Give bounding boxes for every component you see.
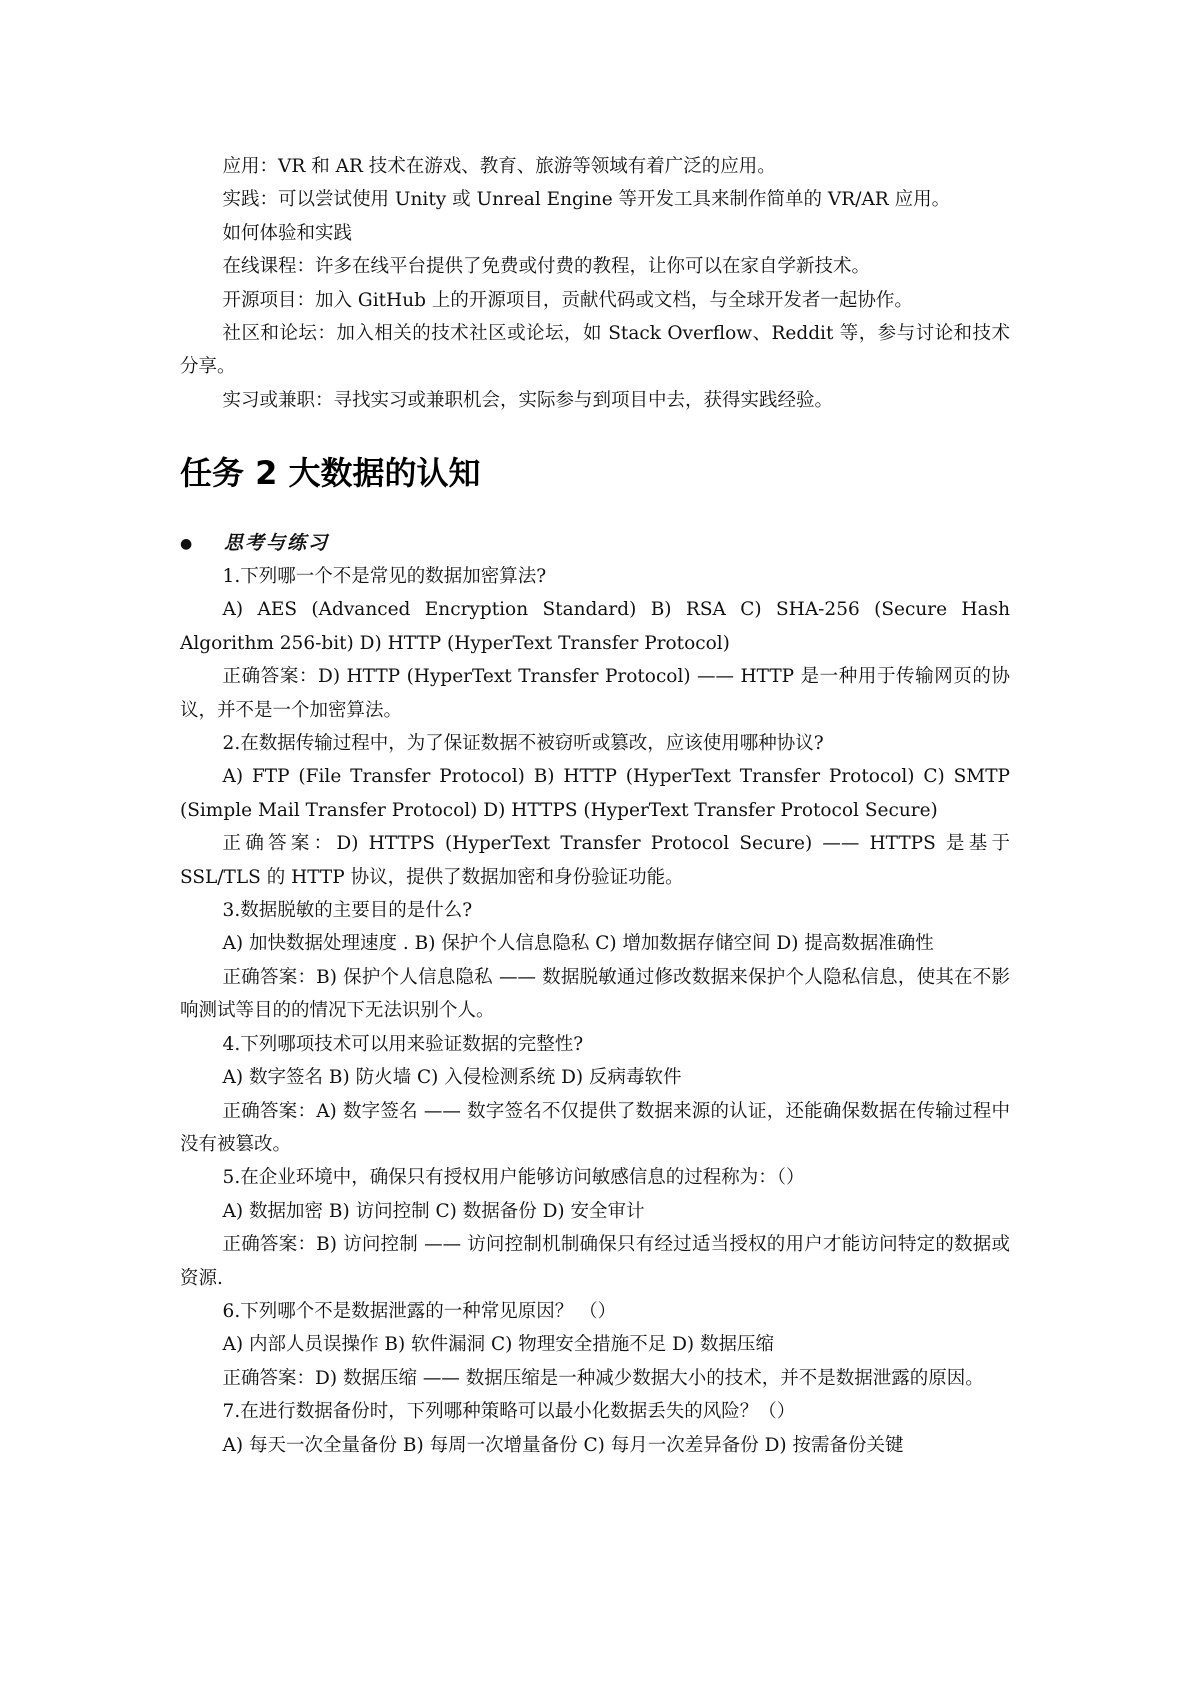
question: 4.下列哪项技术可以用来验证数据的完整性? — [222, 1033, 584, 1055]
paragraph: 如何体验和实践 — [222, 222, 353, 244]
question: 6.下列哪个不是数据泄露的一种常见原因？ （） — [222, 1300, 617, 1322]
answer: 正确答案：D) HTTP (HyperText Transfer Protocol) —— HTTP 是一种用于传输网页的协议，并不是一个加密算法。 — [180, 666, 1010, 721]
paragraph: 实习或兼职：寻找实习或兼职机会，实际参与到项目中去，获得实践经验。 — [222, 389, 834, 411]
paragraph: 实践：可以尝试使用 Unity 或 Unreal Engine 等开发工具来制作简单的 VR/AR 应用。 — [222, 189, 951, 211]
paragraph: 开源项目：加入 GitHub 上的开源项目，贡献代码或文档，与全球开发者一起协作。 — [222, 289, 913, 311]
answer: 正确答案：A) 数字签名 —— 数字签名不仅提供了数据来源的认证，还能确保数据在传输过程中没有被篡改。 — [180, 1100, 1010, 1155]
intro-section — [180, 150, 1010, 417]
section-heading: 任务 2 大数据的认知 — [180, 454, 481, 492]
question: 1.下列哪一个不是常见的数据加密算法? — [222, 566, 547, 587]
paragraph: 社区和论坛：加入相关的技术社区或论坛，如 Stack Overflow、Reddit 等，参与讨论和技术分享。 — [180, 323, 1010, 378]
bullet-label: 思考与练习 — [224, 532, 330, 554]
options: A) 数据加密 B) 访问控制 C) 数据备份 D) 安全审计 — [222, 1200, 645, 1222]
options: A) 每天一次全量备份 B) 每周一次增量备份 C) 每月一次差异备份 D) 按需备份关键 — [222, 1434, 904, 1456]
bullet-dot-icon: ● — [180, 536, 193, 552]
question: 7.在进行数据备份时，下列哪种策略可以最小化数据丢失的风险？（） — [222, 1401, 796, 1423]
qa-section — [180, 560, 1010, 1462]
exercise-bullet — [180, 528, 1010, 559]
options: A) AES (Advanced Encryption Standard) B) RSA C) SHA-256 (Secure Hash Algorithm 256-bit) D) HTTP (HyperText Transfer Protocol) — [180, 599, 1010, 654]
answer: 正确答案：B) 保护个人信息隐私 —— 数据脱敏通过修改数据来保护个人隐私信息，使其在不影响测试等目的的情况下无法识别个人。 — [180, 966, 1010, 1022]
question: 5.在企业环境中，确保只有授权用户能够访问敏感信息的过程称为：（） — [222, 1167, 805, 1189]
options: A) FTP (File Transfer Protocol) B) HTTP (HyperText Transfer Protocol) C) SMTP (Simple Mail Transfer Protocol) D) HTTPS (HyperText Transfer Protocol Secure) — [180, 766, 1010, 821]
answer: 正确答案：D) HTTPS (HyperText Transfer Protocol Secure) —— HTTPS 是基于 SSL/TLS 的 HTTP 协议，提供了数据加密和身份验证功能。 — [180, 833, 1010, 888]
answer: 正确答案：D) 数据压缩 —— 数据压缩是一种减少数据大小的技术，并不是数据泄露的原因。 — [222, 1367, 984, 1389]
question: 3.数据脱敏的主要目的是什么? — [222, 900, 473, 922]
paragraph: 应用：VR 和 AR 技术在游戏、教育、旅游等领域有着广泛的应用。 — [222, 156, 776, 177]
options: A) 内部人员误操作 B) 软件漏洞 C) 物理安全措施不足 D) 数据压缩 — [222, 1334, 775, 1356]
paragraph: 在线课程：许多在线平台提供了免费或付费的教程，让你可以在家自学新技术。 — [222, 256, 871, 278]
answer: 正确答案：B) 访问控制 —— 访问控制机制确保只有经过适当授权的用户才能访问特定的数据或资源. — [180, 1234, 1010, 1289]
options: A) 数字签名 B) 防火墙 C) 入侵检测系统 D) 反病毒软件 — [222, 1067, 682, 1089]
question: 2.在数据传输过程中，为了保证数据不被窃听或篡改，应该使用哪种协议? — [222, 733, 824, 755]
options: A) 加快数据处理速度 . B) 保护个人信息隐私 C) 增加数据存储空间 D) 提高数据准确性 — [222, 933, 934, 955]
